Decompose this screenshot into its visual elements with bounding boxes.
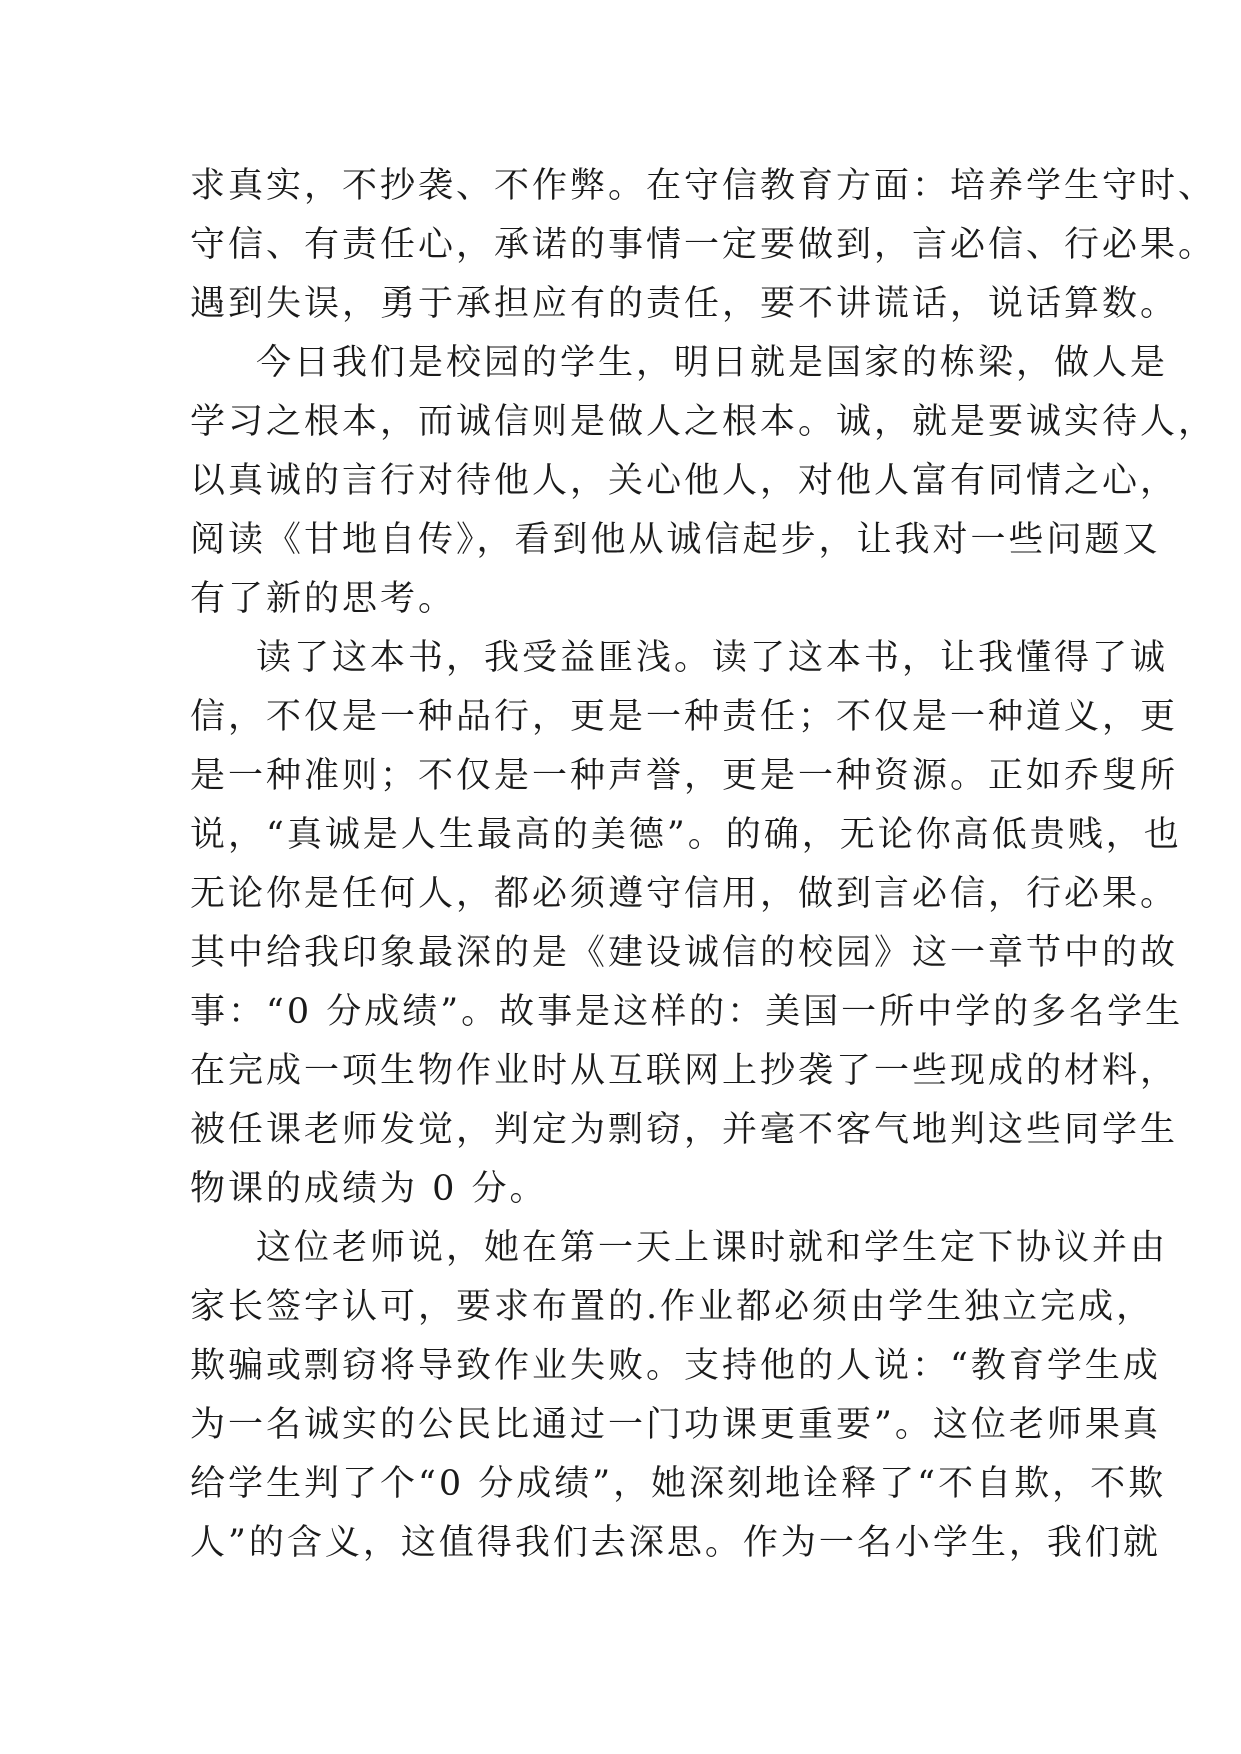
text-line: 遇到失误，勇于承担应有的责任，要不讲谎话，说话算数。 (190, 284, 1179, 324)
text-line: 在完成一项生物作业时从互联网上抄袭了一些现成的材料， (190, 1051, 1179, 1091)
text-line: 无论你是任何人，都必须遵守信用，做到言必信，行必果。 (190, 874, 1179, 914)
paragraph-first-line: 今日我们是校园的学生，明日就是国家的栋梁，做人是 (256, 343, 1169, 383)
text-line: 信，不仅是一种品行，更是一种责任；不仅是一种道义，更 (190, 697, 1179, 737)
text-line: 给学生判了个“0 分成绩”，她深刻地诠释了“不自欺，不欺 (190, 1464, 1167, 1504)
text-line: 物课的成绩为 0 分。 (190, 1169, 548, 1209)
text-line: 阅读《甘地自传》，看到他从诚信起步，让我对一些问题又 (190, 520, 1161, 560)
text-line: 其中给我印象最深的是《建设诚信的校园》这一章节中的故 (190, 933, 1179, 973)
text-line: 守信、有责任心，承诺的事情一定要做到，言必信、行必果。 (190, 225, 1217, 265)
text-line: 人”的含义，这值得我们去深思。作为一名小学生，我们就 (190, 1523, 1161, 1563)
text-line: 求真实，不抄袭、不作弊。在守信教育方面：培养学生守时、 (190, 166, 1217, 206)
text-line: 家长签字认可，要求布置的.作业都必须由学生独立完成， (190, 1287, 1155, 1327)
text-line: 说，“真诚是人生最高的美德”。的确，无论你高低贵贱，也 (190, 815, 1182, 855)
text-line: 有了新的思考。 (190, 579, 457, 619)
text-line: 欺骗或剽窃将导致作业失败。支持他的人说：“教育学生成 (190, 1346, 1161, 1386)
text-line: 被任课老师发觉，判定为剽窃，并毫不客气地判这些同学生 (190, 1110, 1179, 1150)
paragraph-first-line: 这位老师说，她在第一天上课时就和学生定下协议并由 (256, 1228, 1169, 1268)
text-line: 以真诚的言行对待他人，关心他人，对他人富有同情之心， (190, 461, 1179, 501)
text-line: 事：“0 分成绩”。故事是这样的：美国一所中学的多名学生 (190, 992, 1184, 1032)
text-line: 为一名诚实的公民比通过一门功课更重要”。这位老师果真 (190, 1405, 1161, 1445)
paragraph-first-line: 读了这本书，我受益匪浅。读了这本书，让我懂得了诚 (256, 638, 1169, 678)
text-line: 是一种准则；不仅是一种声誉，更是一种资源。正如乔叟所 (190, 756, 1179, 796)
text-line: 学习之根本，而诚信则是做人之根本。诚，就是要诚实待人， (190, 402, 1217, 442)
